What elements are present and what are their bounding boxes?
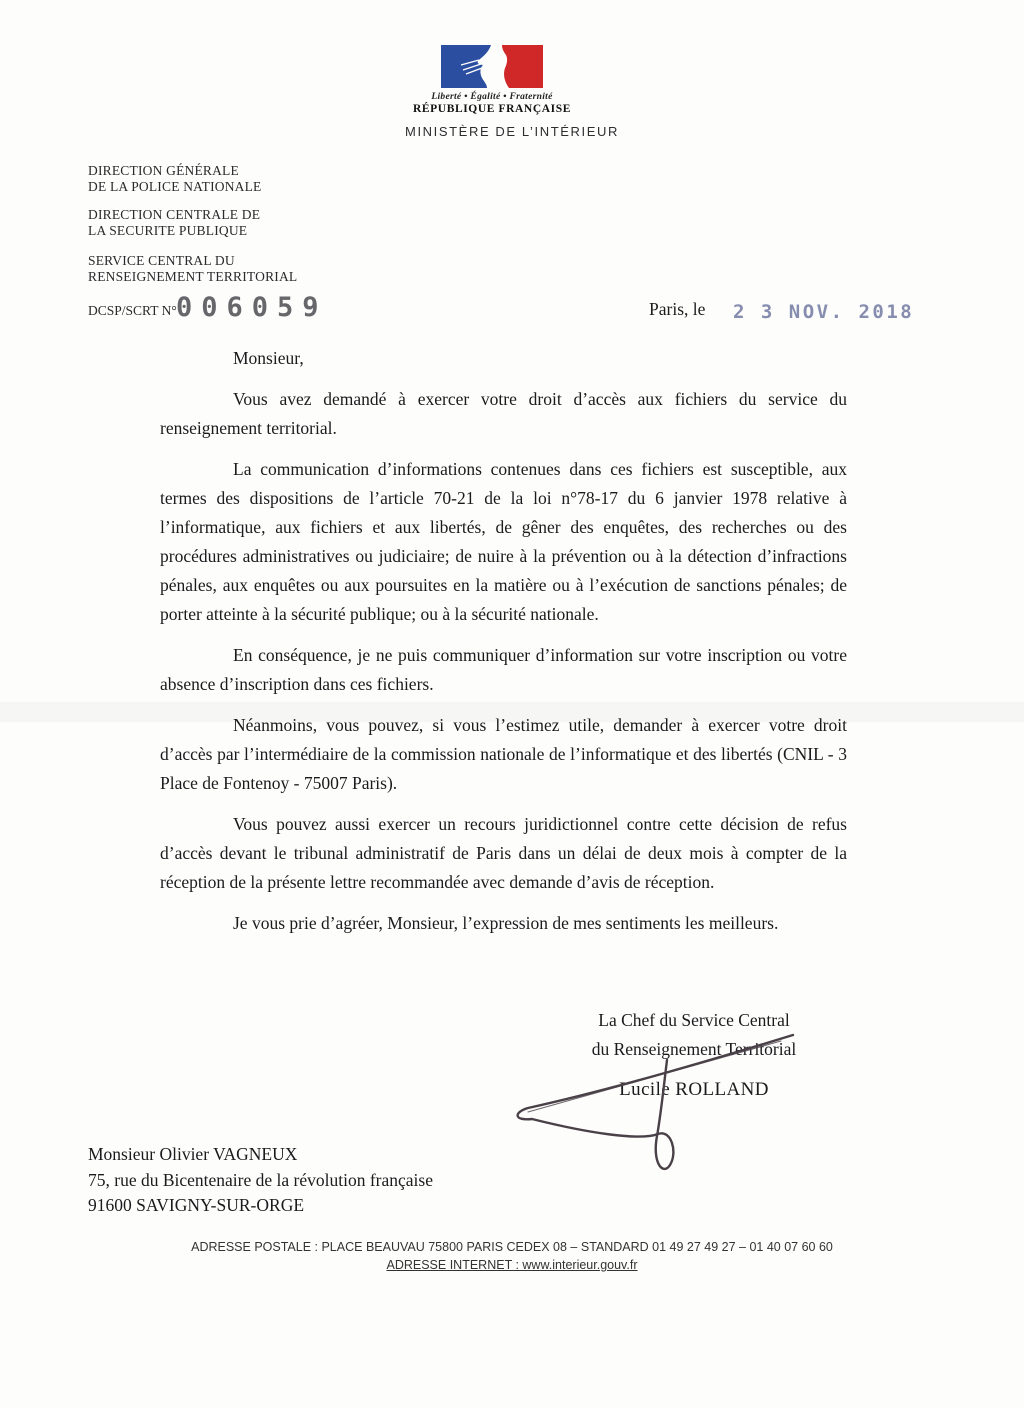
recipient-address xyxy=(88,1142,433,1219)
republique-francaise-logo xyxy=(392,45,592,115)
logo-motto: Liberté • Égalité • Fraternité xyxy=(431,92,553,102)
paragraph-4: Néanmoins, vous pouvez, si vous l’estimez utile, demander à exercer votre droit d’accès par l’intermédiaire de la commission nationale de l’informatique et des libertés (CNIL - 3 Place de Fontenoy - 75007 Paris). xyxy=(160,715,847,793)
recipient-street: 75, rue du Bicentenaire de la révolution française xyxy=(88,1169,433,1190)
sender-direction-centrale xyxy=(88,207,260,238)
sender-service-central xyxy=(88,253,297,284)
signer-title-line2: du Renseignement Territorial xyxy=(591,1038,797,1059)
org-line: SERVICE CENTRAL DU xyxy=(88,253,235,268)
org-line: LA SECURITE PUBLIQUE xyxy=(88,222,248,238)
org-line: DE LA POLICE NATIONALE xyxy=(88,178,262,194)
letter-footer xyxy=(0,1238,1024,1274)
signer-name: Lucile ROLLAND xyxy=(619,1079,769,1100)
sender-direction-generale xyxy=(88,163,262,194)
letter-body xyxy=(160,344,847,950)
reference-number-stamp: 006059 xyxy=(176,292,328,323)
paragraph-2: La communication d’informations contenues dans ces fichiers est susceptible, aux termes des dispositions de l’article 70-21 de la loi n°78-17 du 6 janvier 1978 relative à l’informatique, aux fichiers et aux libertés, de gêner des enquêtes, des recherches ou des procédures administratives ou judiciaire; de nuire à la prévention ou à la détection d’infractions pénales, aux enquêtes ou aux poursuites en la matière ou à l’exécution de sanctions pénales; de porter atteinte à la sécurité publique; ou à la sécurité nationale. xyxy=(160,459,847,624)
reference-label: DCSP/SCRT N° xyxy=(88,303,177,318)
recipient-name: Monsieur Olivier VAGNEUX xyxy=(88,1144,298,1164)
org-line: RENSEIGNEMENT TERRITORIAL xyxy=(88,268,298,284)
marianne-flag-icon xyxy=(441,45,543,88)
paragraph-5: Vous pouvez aussi exercer un recours juridictionnel contre cette décision de refus d’accès devant le tribunal administratif de Paris dans un délai de deux mois à compter de la réception de la présente lettre recommandée avec demande d’avis de réception. xyxy=(160,814,847,892)
org-line: DIRECTION GÉNÉRALE xyxy=(88,163,239,178)
paragraph-3: En conséquence, je ne puis communiquer d’information sur votre inscription ou votre absence d’inscription dans ces fichiers. xyxy=(160,645,847,694)
signer-title-line1: La Chef du Service Central xyxy=(598,1010,790,1030)
recipient-city: 91600 SAVIGNY-SUR-ORGE xyxy=(88,1195,305,1215)
footer-postal-address: ADRESSE POSTALE : PLACE BEAUVAU 75800 PARIS CEDEX 08 – STANDARD 01 49 27 49 27 – 01 40 07 60 60 xyxy=(191,1240,833,1254)
org-line: DIRECTION CENTRALE DE xyxy=(88,207,261,222)
logo-republic-label: RÉPUBLIQUE FRANÇAISE xyxy=(412,103,571,115)
paragraph-6: Je vous prie d’agréer, Monsieur, l’expression de mes sentiments les meilleurs. xyxy=(233,913,779,933)
date-stamp: 2 3 NOV. 2018 xyxy=(733,301,915,323)
paragraph-1: Vous avez demandé à exercer votre droit d’accès aux fichiers du service du renseignement territorial. xyxy=(160,389,847,438)
ministry-title: MINISTÈRE DE L’INTÉRIEUR xyxy=(405,124,619,139)
salutation: Monsieur, xyxy=(233,348,304,368)
signature-block xyxy=(518,1006,870,1105)
footer-internet-address: ADRESSE INTERNET : www.interieur.gouv.fr xyxy=(386,1258,638,1272)
dateline-place: Paris, le xyxy=(649,299,706,319)
